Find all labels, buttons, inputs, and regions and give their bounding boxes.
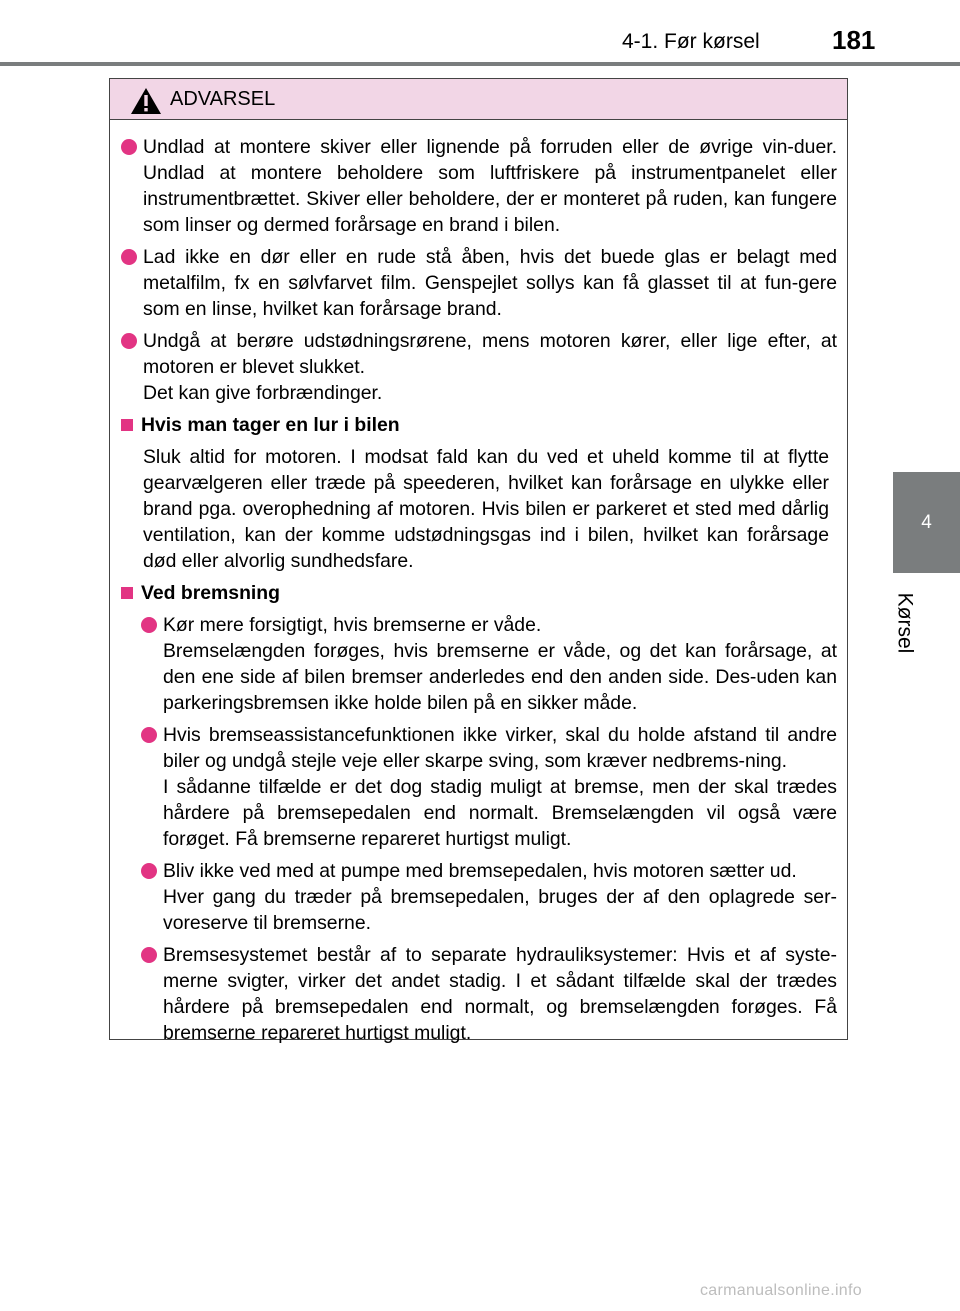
heading-braking-text: Ved bremsning <box>141 582 281 604</box>
warning-bullet-exhaust <box>121 328 837 406</box>
braking-bullet-assist <box>121 722 837 852</box>
warning-bullet-glass <box>121 244 837 322</box>
heading-nap-text: Hvis man tager en lur i bilen <box>141 414 400 436</box>
heading-braking <box>121 580 837 606</box>
bullet-icon <box>121 333 137 349</box>
bullet-text: Undgå at berøre udstødningsrørene, mens motoren kører, eller lige efter, at motoren er blevet slukket. Det kan give forbrændinger. <box>143 330 837 404</box>
chapter-label <box>884 583 924 663</box>
chapter-tab: 4 <box>893 472 960 573</box>
bullet-text: Hvis bremseassistancefunktionen ikke virker, skal du holde afstand til andre biler og undgå stejle veje eller skarpe sving, som kræver nedbrems-ning. I sådanne tilfælde er det dog stadig muligt at bremse, men der skal trædes hårdere på bremsepedalen end normalt. Bremselængden vil også være forøget. Få bremserne repareret hurtigst muligt. <box>163 724 837 850</box>
bullet-icon <box>141 727 157 743</box>
warning-bullet-windshield <box>121 134 837 238</box>
square-bullet-icon <box>121 419 133 431</box>
warning-title: ADVARSEL <box>170 88 276 110</box>
heading-nap <box>121 412 837 438</box>
header-rule <box>0 62 960 66</box>
braking-bullet-pump <box>121 858 837 936</box>
bullet-text: Lad ikke en dør eller en rude stå åben, hvis det buede glas er belagt med metalfilm, fx en sølvfarvet film. Genspejlet sollys kan få glasset til at fun-gere som en linse, hvilket kan forårsage brand. <box>143 246 837 320</box>
warning-triangle-icon <box>130 87 162 115</box>
section-label: 4-1. Før kørsel <box>622 30 760 53</box>
bullet-text: Bliv ikke ved med at pumpe med bremsepedalen, hvis motoren sætter ud. Hver gang du træder på bremsepedalen, bruges der af den oplagrede ser-voreserve til bremserne. <box>163 860 837 934</box>
page-number: 181 <box>832 25 876 55</box>
bullet-text: Undlad at montere skiver eller lignende på forruden eller de øvrige vin-duer. Undlad at montere beholdere som luftfriskere på instrumentpanelet eller instrumentbrættet. Skiver eller beholdere, der er monteret på ruden, kan fungere som linser og dermed forårsage en brand i bilen. <box>143 136 837 236</box>
bullet-icon <box>141 947 157 963</box>
warning-box <box>109 78 848 1044</box>
nap-text: Sluk altid for motoren. I modsat fald kan du ved et uheld komme til at flytte gearvælgeren eller træde på speederen, hvilket kan forårsage en ulykke eller brand pga. overophedning af motoren. Hvis bilen er parkeret et sted med dårlig ventilation, kan der komme udstødningsgas ind i bilen, hvilket kan forårsage død eller alvorlig sundhedsfare. <box>143 446 829 572</box>
watermark: carmanualsonline.info <box>700 1282 862 1299</box>
square-bullet-icon <box>121 587 133 599</box>
bullet-text: Kør mere forsigtigt, hvis bremserne er våde. Bremselængden forøges, hvis bremserne er våde, og det kan forårsage, at den ene side af bilen bremser anderledes end den anden side. Des-uden kan parkeringsbremsen ikke holde bilen på en sikker måde. <box>163 614 837 714</box>
bullet-icon <box>121 249 137 265</box>
bullet-icon <box>141 617 157 633</box>
bullet-icon <box>141 863 157 879</box>
braking-bullet-hydraulic <box>121 942 837 1046</box>
bullet-icon <box>121 139 137 155</box>
bullet-text: Bremsesystemet består af to separate hydrauliksystemer: Hvis et af syste-merne svigter, virker det andet stadig. I et sådant tilfælde skal der trædes hårdere på bremsepedalen end normalt, og bremselængden forøges. Få bremserne repareret hurtigst muligt. <box>163 944 837 1044</box>
warning-header <box>110 79 847 120</box>
braking-bullet-wet <box>121 612 837 716</box>
warning-body <box>110 120 847 1046</box>
chapter-label-text: Kørsel <box>893 592 916 654</box>
